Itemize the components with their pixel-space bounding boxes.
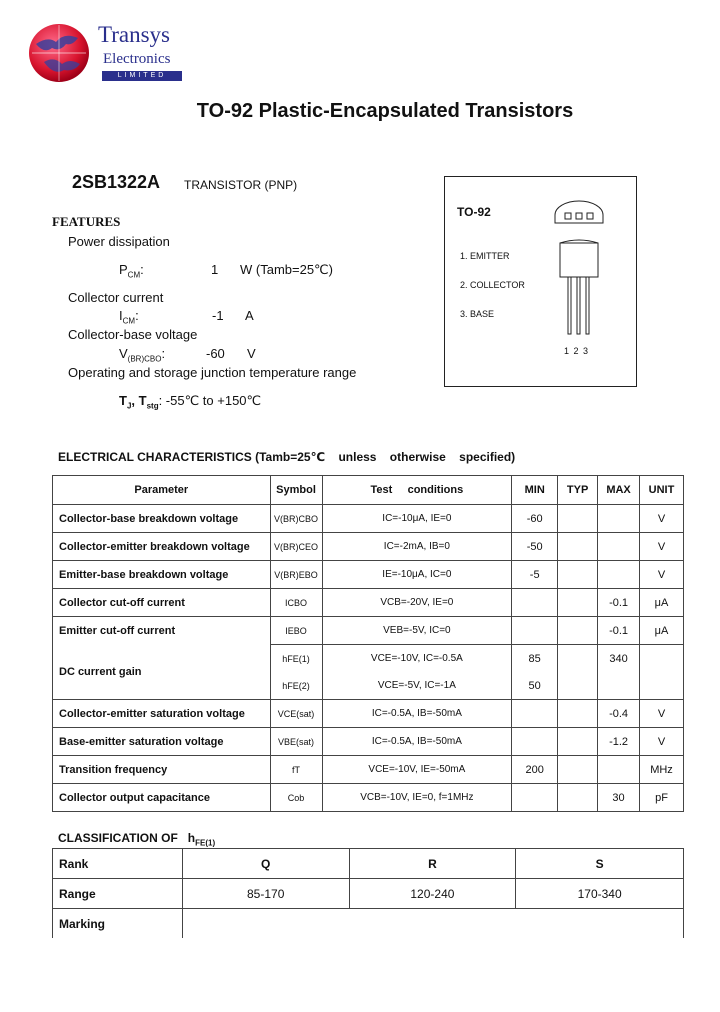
classification-heading: CLASSIFICATION OF $h_{FE(1)}$ [58,831,216,848]
pin-numbers: 1 2 3 [564,346,589,356]
col-symbol: Symbol [270,476,322,505]
table-row [53,728,684,756]
col-typ: TYP [558,476,598,505]
condition-cell: IE=-10μA, IC=0 [322,561,512,589]
min-cell: 200 [512,756,558,784]
electrical-heading: ELECTRICAL CHARACTERISTICS (Tamb=25℃ unless otherwise specified) [58,450,516,464]
feature-vcbo-label: Collector-base voltage [68,327,198,342]
feature-vbr-value: -60 [206,346,225,361]
condition-cell: IC=-2mA, IB=0 [322,533,512,561]
unit-cell: MHz [640,756,684,784]
company-subname: Electronics [103,51,171,67]
feature-temp-label: Operating and storage junction temperature range [68,365,357,380]
max-cell: 340 [598,645,640,673]
marking-cell [182,909,683,939]
feature-power-label: Power dissipation [68,234,170,249]
min-cell [512,700,558,728]
condition-cell: IC=-0.5A, IB=-50mA [322,700,512,728]
symbol-cell: IEBO [270,617,322,645]
table-row [53,756,684,784]
feature-icm-unit: A [245,308,254,323]
pin-2: 2. COLLECTOR [460,280,525,290]
rank-cell: R [349,849,516,879]
unit-cell: V [640,728,684,756]
table-row [53,645,684,673]
typ-cell [558,533,598,561]
pin-1: 1. EMITTER [460,251,510,261]
unit-cell: pF [640,784,684,812]
condition-cell: IC=-0.5A, IB=-50mA [322,728,512,756]
min-cell [512,728,558,756]
typ-cell [558,505,598,533]
max-cell: -0.1 [598,589,640,617]
part-number: 2SB1322A [72,172,161,192]
table-row [53,617,684,645]
feature-vbr-unit: V [247,346,256,361]
typ-cell [558,756,598,784]
max-cell [598,561,640,589]
min-cell: 85 [512,645,558,673]
row-label: Rank [53,849,183,879]
param-cell: DC current gain [53,645,271,700]
to92-package-drawing [549,199,609,339]
features-heading: FEATURES [52,214,121,229]
unit-cell: V [640,700,684,728]
table-row [53,700,684,728]
table-row [53,589,684,617]
max-cell: 30 [598,784,640,812]
unit-cell [640,672,684,700]
max-cell: -0.4 [598,700,640,728]
condition-cell: VCB=-10V, IE=0, f=1MHz [322,784,512,812]
typ-cell [558,672,598,700]
symbol-cell: Cob [270,784,322,812]
max-cell [598,672,640,700]
feature-pcm-unit: W (Tamb=25℃) [240,262,333,277]
feature-temp: $T_J$, $T_{stg}$: -55℃ to +150℃ [119,393,262,411]
company-name: Transys [98,22,171,47]
symbol-cell: ICBO [270,589,322,617]
row-label: Marking [53,909,183,939]
min-cell: -5 [512,561,558,589]
unit-cell: μA [640,617,684,645]
table-row [53,784,684,812]
param-cell: Collector output capacitance [53,784,271,812]
feature-pcm: $P_{CM}$: [119,262,144,280]
symbol-cell: V(BR)CEO [270,533,322,561]
part-type: TRANSISTOR (PNP) [184,178,298,192]
rank-cell: Q [182,849,349,879]
max-cell: -1.2 [598,728,640,756]
param-cell: Collector-base breakdown voltage [53,505,271,533]
param-cell: Transition frequency [53,756,271,784]
param-cell: Collector cut-off current [53,589,271,617]
typ-cell [558,700,598,728]
symbol-cell: hFE(2) [270,672,322,700]
param-cell: Emitter cut-off current [53,617,271,645]
col-test-conditions: Test conditions [322,476,512,505]
col-parameter: Parameter [53,476,271,505]
max-cell [598,533,640,561]
max-cell [598,756,640,784]
condition-cell: VCB=-20V, IE=0 [322,589,512,617]
electrical-table [52,475,684,812]
symbol-cell: fT [270,756,322,784]
unit-cell: μA [640,589,684,617]
table-row [53,505,684,533]
symbol-cell: hFE(1) [270,645,322,673]
company-logo [26,22,92,84]
param-cell: Collector-emitter breakdown voltage [53,533,271,561]
table-row [53,849,684,879]
col-min: MIN [512,476,558,505]
package-name: TO-92 [457,205,491,219]
feature-pcm-value: 1 [211,262,219,277]
col-unit: UNIT [640,476,684,505]
param-cell: Emitter-base breakdown voltage [53,561,271,589]
symbol-cell: VCE(sat) [270,700,322,728]
range-cell: 170-340 [516,879,684,909]
condition-cell: VCE=-10V, IE=-50mA [322,756,512,784]
classification-table [52,848,684,938]
globe-icon [26,22,92,84]
range-cell: 85-170 [182,879,349,909]
electrical-header-row [53,476,684,505]
symbol-cell: VBE(sat) [270,728,322,756]
typ-cell [558,561,598,589]
rank-cell: S [516,849,684,879]
min-cell [512,784,558,812]
typ-cell [558,784,598,812]
min-cell [512,589,558,617]
unit-cell: V [640,561,684,589]
max-cell [598,505,640,533]
typ-cell [558,589,598,617]
symbol-cell: V(BR)EBO [270,561,322,589]
typ-cell [558,728,598,756]
table-row [53,561,684,589]
unit-cell: V [640,505,684,533]
table-row [53,909,684,939]
col-max: MAX [598,476,640,505]
feature-ic-label: Collector current [68,290,164,305]
param-cell: Base-emitter saturation voltage [53,728,271,756]
unit-cell: V [640,533,684,561]
condition-cell: IC=-10μA, IE=0 [322,505,512,533]
typ-cell [558,617,598,645]
unit-cell [640,645,684,673]
feature-vbr: $V_{(BR)CBO}$: [119,346,166,364]
package-box [444,176,637,387]
feature-icm-value: -1 [212,308,224,323]
typ-cell [558,645,598,673]
param-cell: Collector-emitter saturation voltage [53,700,271,728]
min-cell: -50 [512,533,558,561]
min-cell [512,617,558,645]
symbol-cell: V(BR)CBO [270,505,322,533]
table-row [53,533,684,561]
min-cell: 50 [512,672,558,700]
condition-cell: VCE=-10V, IC=-0.5A [322,645,512,673]
company-limited-badge: LIMITED [102,71,182,81]
max-cell: -0.1 [598,617,640,645]
condition-cell: VCE=-5V, IC=-1A [322,672,512,700]
table-row [53,879,684,909]
range-cell: 120-240 [349,879,516,909]
pin-3: 3. BASE [460,309,495,319]
page-title: TO-92 Plastic-Encapsulated Transistors [196,100,574,122]
min-cell: -60 [512,505,558,533]
feature-icm: $I_{CM}$: [119,308,139,326]
row-label: Range [53,879,183,909]
condition-cell: VEB=-5V, IC=0 [322,617,512,645]
